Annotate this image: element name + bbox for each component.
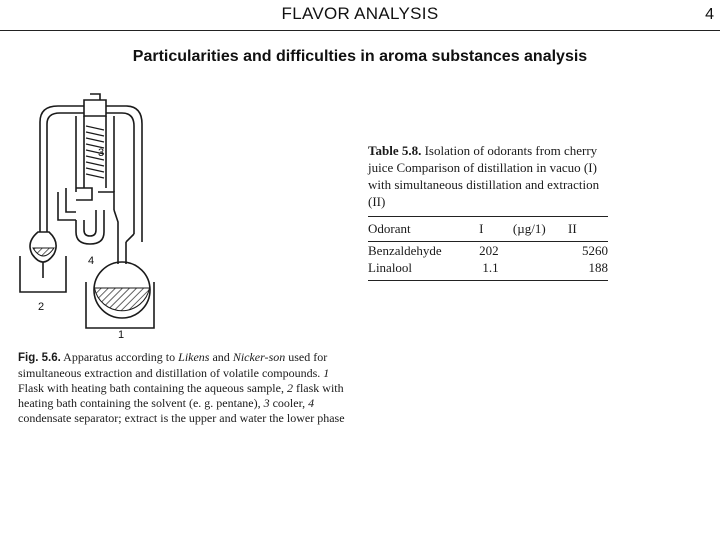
table-bottom-rule [368,280,608,281]
caption-author: Likens [178,350,210,364]
caption-item: Flask with heating bath containing the aqueous sample, [18,381,284,395]
caption-item-number: 1 [323,366,330,380]
odorant-table-block [368,142,608,281]
apparatus-diagram [14,92,349,342]
header-i: I [479,221,484,236]
caption-item-number: 3 [263,396,270,410]
caption-item-number: 4 [308,396,315,410]
table-row [368,259,608,276]
label-cooler: 3 [98,147,105,159]
header-unit: (µg/1) [512,221,546,236]
caption-text: and [212,350,230,364]
table-number: Table 5.8. [368,143,422,158]
odorant-table [368,217,608,276]
header-ii: II [567,221,577,236]
caption-item: condensate separator; extract is the upper and water the lower phase [18,411,345,425]
cell-i: 1.1 [482,259,499,275]
table-caption-text: Isolation of odorants from cherry juice Comparison of distillation in vacuo (I) with simultaneous distillation and extraction (II) [368,143,600,209]
header-divider [0,30,720,31]
caption-author: son [268,350,286,364]
caption-text: Apparatus according to [63,350,176,364]
label-solvent-flask: 2 [38,301,45,313]
header-odorant: Odorant [368,221,411,236]
cell-ii: 5260 [582,242,608,258]
caption-text: used for simultaneous extraction and distillation of volatile compounds. [18,350,328,380]
caption-item-number: 2 [286,381,293,395]
label-flask: 1 [118,329,125,341]
slide-subtitle: Particularities and difficulties in aroma substances analysis [132,48,588,65]
caption-item: flask with heating bath containing the solvent (e. g. pentane), [18,381,344,410]
table-caption [368,142,608,210]
cell-odorant: Linalool [368,259,413,275]
caption-item: cooler, [272,396,306,410]
cell-odorant: Benzaldehyde [368,242,442,258]
caption-figure-number: Fig. 5.6. [18,352,61,364]
cell-ii: 188 [588,259,608,275]
figure-caption [18,350,350,426]
table-header-row [368,217,608,241]
caption-author: Nicker- [232,350,269,364]
header-title: FLAVOR ANALYSIS [281,4,439,23]
cell-i: 202 [479,242,499,258]
page-number: 4 [705,6,714,23]
table-row [368,242,608,259]
label-separator: 4 [88,255,95,267]
